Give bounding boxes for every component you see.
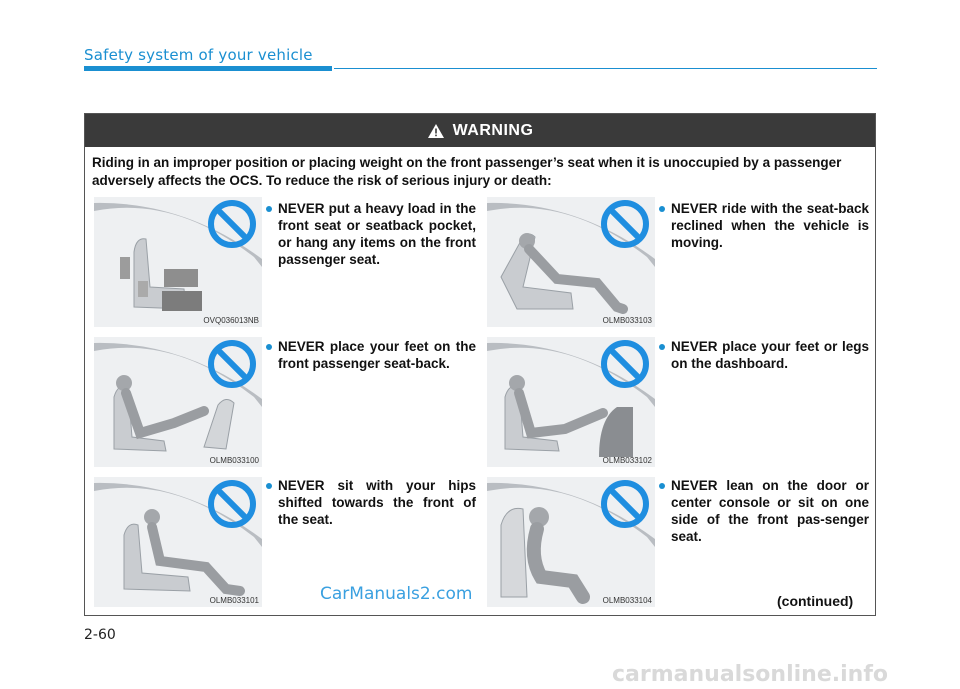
- image-caption: OLMB033101: [209, 596, 259, 605]
- illustration-reclined: [487, 197, 655, 327]
- prohibition-icon: [94, 337, 262, 467]
- bullet-text: NEVER sit with your hips shifted towards the front of the seat.: [278, 478, 476, 527]
- image-caption: OVQ036013NB: [203, 316, 259, 325]
- illustration-feet-on-seatback: [94, 337, 262, 467]
- illustration-hips-shifted: [94, 477, 262, 607]
- bullet-dot: [266, 483, 272, 489]
- bullet-item: [659, 338, 869, 372]
- warning-title: WARNING: [452, 121, 534, 139]
- bullet-dot: [266, 344, 272, 350]
- image-caption: OLMB033102: [602, 456, 652, 465]
- warning-box: [84, 113, 876, 616]
- prohibition-icon: [94, 477, 262, 607]
- page-number: 2-60: [84, 627, 116, 643]
- bullet-text: NEVER ride with the seat-back reclined when the vehicle is moving.: [671, 201, 869, 250]
- bullet-dot: [266, 206, 272, 212]
- section-rule-thin: [334, 68, 877, 69]
- bullet-text: NEVER put a heavy load in the front seat or seatback pocket, or hang any items on the front passenger seat.: [278, 201, 476, 267]
- bullet-text: NEVER lean on the door or center console or sit on one side of the front pas-senger seat.: [671, 478, 869, 544]
- warning-triangle-icon: [427, 123, 445, 139]
- prohibition-icon: [487, 337, 655, 467]
- bullet-item: [659, 477, 869, 545]
- bullet-dot: [659, 344, 665, 350]
- bullet-item: [266, 477, 476, 528]
- illustration-lean-on-door: [487, 477, 655, 607]
- bullet-dot: [659, 483, 665, 489]
- bullet-text: NEVER place your feet or legs on the dashboard.: [671, 339, 869, 371]
- prohibition-icon: [94, 197, 262, 327]
- section-rule-thick: [84, 66, 332, 71]
- continued-label: (continued): [777, 593, 854, 609]
- section-title: Safety system of your vehicle: [84, 46, 313, 64]
- warning-intro: Riding in an improper position or placing weight on the front passenger’s seat when it is unoccupied by a passenger adversely affects the OCS. To reduce the risk of serious injury or death:: [92, 155, 842, 188]
- image-caption: OLMB033100: [209, 456, 259, 465]
- bullet-item: [659, 200, 869, 251]
- image-caption: OLMB033103: [602, 316, 652, 325]
- image-caption: OLMB033104: [602, 596, 652, 605]
- footer-watermark: carmanualsonline.info: [612, 662, 888, 687]
- prohibition-icon: [487, 197, 655, 327]
- illustration-heavy-load: [94, 197, 262, 327]
- prohibition-icon: [487, 477, 655, 607]
- warning-header: [85, 114, 875, 147]
- bullet-item: [266, 200, 476, 268]
- watermark-link[interactable]: CarManuals2.com: [320, 584, 473, 604]
- bullet-item: [266, 338, 476, 372]
- illustration-feet-on-dashboard: [487, 337, 655, 467]
- bullet-dot: [659, 206, 665, 212]
- bullet-text: NEVER place your feet on the front passenger seat-back.: [278, 339, 476, 371]
